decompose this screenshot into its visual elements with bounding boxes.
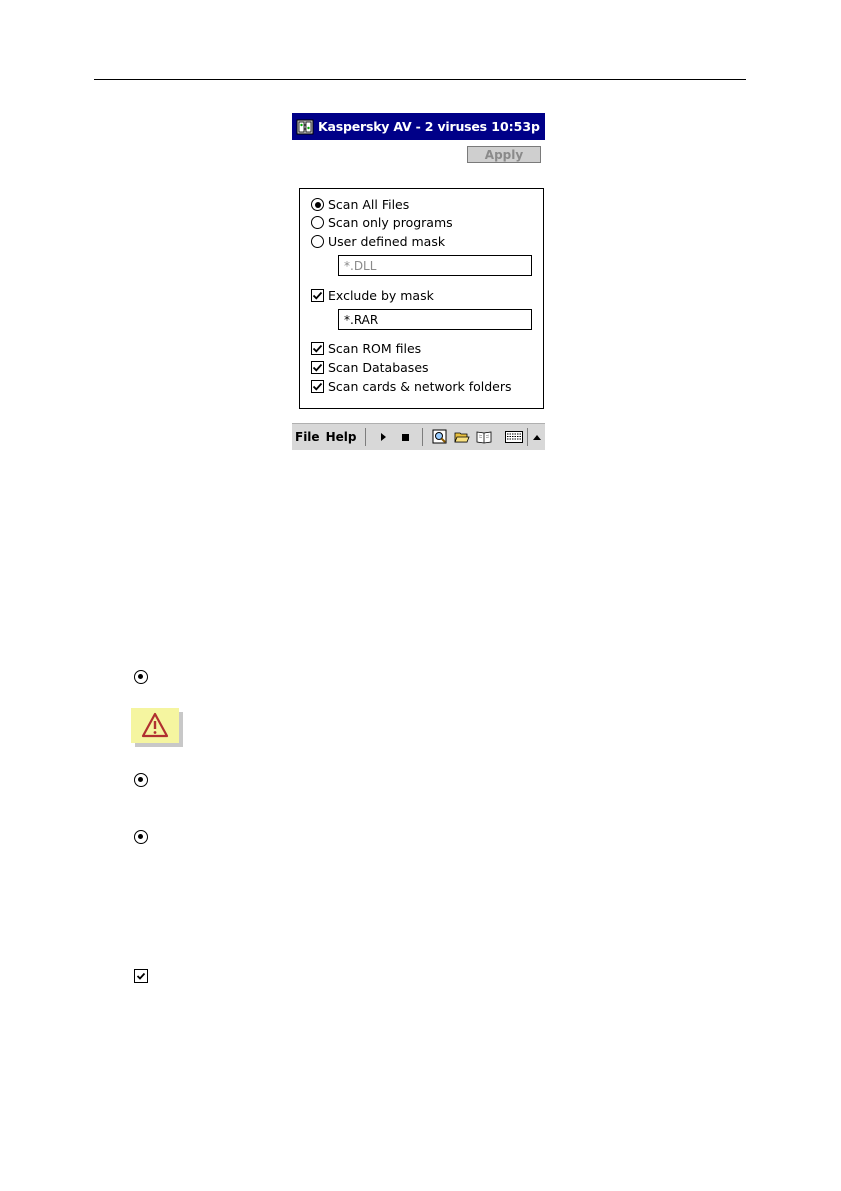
scan-options-group [299, 188, 544, 409]
checkbox[interactable] [311, 342, 324, 355]
page-header-rule [94, 79, 746, 80]
keyboard-icon[interactable] [505, 428, 523, 446]
window-title: Kaspersky AV - 2 viruses [318, 119, 487, 134]
radio-bullet-icon [134, 670, 148, 684]
radio-scan-all-files[interactable] [311, 196, 409, 213]
toolbar-separator [527, 428, 528, 446]
title-bar [292, 113, 545, 140]
sip-arrow-up-icon[interactable] [532, 428, 542, 446]
checkbox-label: Exclude by mask [328, 288, 434, 303]
checkbox-scan-cards-network[interactable] [311, 378, 512, 395]
radio-scan-only-programs[interactable] [311, 214, 453, 231]
radio-bullet-icon [134, 773, 148, 787]
menu-bar [292, 423, 545, 450]
checkbox-scan-databases[interactable] [311, 359, 429, 376]
checkbox[interactable] [311, 380, 324, 393]
exclude-mask-input[interactable]: *.RAR [338, 309, 532, 330]
checkmark-icon [312, 381, 323, 392]
stop-icon[interactable] [396, 428, 414, 446]
radio-label: Scan All Files [328, 197, 410, 212]
kaspersky-app-icon [295, 117, 315, 137]
menu-file[interactable]: File [295, 430, 320, 444]
radio-button[interactable] [311, 216, 324, 229]
radio-label: Scan only programs [328, 215, 453, 230]
radio-button[interactable] [311, 198, 324, 211]
checkbox-bullet-icon [134, 969, 148, 983]
clock[interactable]: 10:53p [491, 119, 540, 134]
menu-help[interactable]: Help [325, 430, 357, 444]
radio-button[interactable] [311, 235, 324, 248]
radio-label: User defined mask [328, 234, 446, 249]
checkbox-label: Scan Databases [328, 360, 429, 375]
checkbox[interactable] [311, 361, 324, 374]
checkbox-label: Scan ROM files [328, 341, 422, 356]
radio-bullet-icon [134, 830, 148, 844]
book-icon[interactable] [475, 428, 493, 446]
checkbox-scan-rom-files[interactable] [311, 340, 421, 357]
user-mask-input[interactable]: *.DLL [338, 255, 532, 276]
play-icon[interactable] [374, 428, 392, 446]
apply-button[interactable]: Apply [467, 146, 541, 163]
checkmark-icon [312, 362, 323, 373]
scan-search-icon[interactable] [431, 428, 449, 446]
checkmark-icon [312, 290, 323, 301]
toolbar-separator [365, 428, 366, 446]
toolbar-separator [422, 428, 423, 446]
warning-note-icon [129, 706, 185, 748]
open-folder-icon[interactable] [453, 428, 471, 446]
checkmark-icon [312, 343, 323, 354]
checkbox-exclude-by-mask[interactable] [311, 287, 434, 304]
radio-user-defined-mask[interactable] [311, 233, 445, 250]
checkbox-label: Scan cards & network folders [328, 379, 512, 394]
checkbox[interactable] [311, 289, 324, 302]
